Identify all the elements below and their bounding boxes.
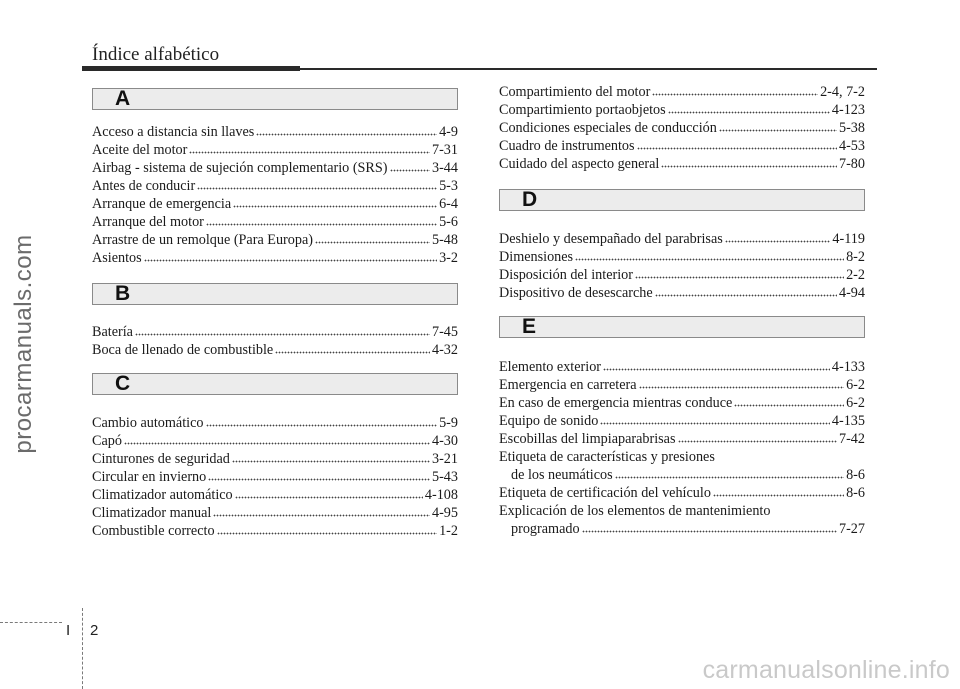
dot-leader	[734, 403, 844, 407]
section-letter-b: B	[115, 282, 131, 305]
index-entry	[92, 450, 458, 468]
index-entry	[92, 249, 458, 267]
dot-leader	[603, 367, 830, 371]
entry-text: Dimensiones	[499, 249, 574, 265]
section-header-e	[499, 316, 865, 338]
section-header-a	[92, 88, 458, 110]
index-entry	[92, 522, 458, 540]
index-entry	[499, 358, 865, 376]
entry-text: Deshielo y desempañado del parabrisas	[499, 231, 723, 247]
entry-page: 4-94	[838, 285, 865, 301]
entry-text: Disposición del interior	[499, 267, 633, 283]
index-entry	[499, 83, 865, 101]
dot-leader	[124, 441, 430, 445]
entry-line-1	[499, 502, 865, 520]
section-header-c	[92, 373, 458, 395]
entry-text: Combustible correcto	[92, 523, 215, 539]
entry-page: 4-53	[838, 138, 865, 154]
entry-text: Airbag - sistema de sujeción complementario (SRS)	[92, 160, 388, 176]
index-entry	[92, 177, 458, 195]
entry-page: 7-80	[838, 156, 865, 172]
entry-text: Compartimiento portaobjetos	[499, 102, 666, 118]
entry-page: 6-2	[846, 395, 865, 411]
entry-line-1	[499, 448, 865, 466]
entry-page: 5-6	[439, 214, 458, 230]
entry-text: Arranque del motor	[92, 214, 204, 230]
dot-leader	[615, 475, 844, 479]
entry-text: Antes de conducir	[92, 178, 196, 194]
entry-text: Cuadro de instrumentos	[499, 138, 635, 154]
dot-leader	[600, 421, 830, 425]
index-entry	[92, 486, 458, 504]
index-entry	[499, 484, 865, 502]
entry-text: Cuidado del aspecto general	[499, 156, 660, 172]
section-header-d	[499, 189, 865, 211]
dot-leader	[575, 257, 844, 261]
index-entry	[499, 248, 865, 266]
index-entry	[92, 504, 458, 522]
index-entry	[92, 414, 458, 432]
index-entry	[499, 137, 865, 155]
dot-leader	[637, 146, 837, 150]
entry-text: Elemento exterior	[499, 359, 602, 375]
section-letter-d: D	[522, 188, 538, 211]
dot-leader	[315, 240, 430, 244]
entry-page: 5-3	[439, 178, 458, 194]
index-entry	[499, 101, 865, 119]
entry-page: 7-27	[838, 521, 865, 537]
footer-section-label: I	[66, 622, 71, 639]
entry-page: 4-123	[831, 102, 865, 118]
entry-text: Cinturones de seguridad	[92, 451, 230, 467]
entry-text: Cambio automático	[92, 415, 204, 431]
index-entry	[92, 141, 458, 159]
index-entry	[92, 159, 458, 177]
section-letter-c: C	[115, 372, 131, 395]
entry-text: Etiqueta de características y presiones	[499, 449, 715, 465]
entry-text: Capó	[92, 433, 122, 449]
entry-page: 7-42	[838, 431, 865, 447]
entry-page: 2-4, 7-2	[820, 84, 865, 100]
entry-text: Escobillas del limpiaparabrisas	[499, 431, 676, 447]
section-letter-e: E	[522, 315, 537, 338]
entry-text: Batería	[92, 324, 133, 340]
index-entry	[92, 432, 458, 450]
index-entry	[499, 155, 865, 173]
entry-text: Climatizador manual	[92, 505, 212, 521]
dot-leader	[144, 258, 437, 262]
entry-page: 7-45	[431, 324, 458, 340]
dot-leader	[635, 275, 844, 279]
entry-text: Etiqueta de certificación del vehículo	[499, 485, 711, 501]
entry-page: 4-9	[439, 124, 458, 140]
entry-text: Compartimiento del motor	[499, 84, 651, 100]
dot-leader	[661, 164, 837, 168]
section-header-b	[92, 283, 458, 305]
entry-line-2	[499, 520, 865, 538]
dot-leader	[256, 132, 437, 136]
entry-text: Arranque de emergencia	[92, 196, 232, 212]
index-entry	[499, 430, 865, 448]
entry-text: Explicación de los elementos de mantenimiento	[499, 503, 771, 519]
index-entry	[92, 195, 458, 213]
dot-leader	[208, 477, 430, 481]
dot-leader	[719, 128, 837, 132]
dot-leader	[275, 350, 430, 354]
entry-page: 5-48	[431, 232, 458, 248]
entry-page: 5-43	[431, 469, 458, 485]
dot-leader	[197, 186, 437, 190]
footer-crop-mark-horizontal	[0, 622, 62, 623]
index-entry	[92, 123, 458, 141]
entry-page: 6-2	[846, 377, 865, 393]
footer-page-number: 2	[90, 622, 99, 639]
dot-leader	[206, 423, 438, 427]
dot-leader	[639, 385, 845, 389]
index-entry	[499, 412, 865, 430]
dot-leader	[652, 92, 818, 96]
header-rule	[82, 66, 877, 70]
index-entry	[92, 213, 458, 231]
dot-leader	[582, 529, 837, 533]
dot-leader	[189, 150, 430, 154]
entry-page: 4-119	[832, 231, 865, 247]
entry-text: Acceso a distancia sin llaves	[92, 124, 255, 140]
entry-page: 5-9	[439, 415, 458, 431]
entry-page: 5-38	[838, 120, 865, 136]
entry-text: Boca de llenado de combustible	[92, 342, 274, 358]
dot-leader	[713, 493, 844, 497]
dot-leader	[725, 239, 831, 243]
index-entry	[499, 284, 865, 302]
entry-page: 3-2	[439, 250, 458, 266]
index-entry	[92, 468, 458, 486]
index-entry	[92, 341, 458, 359]
index-entry	[499, 376, 865, 394]
index-entry	[499, 230, 865, 248]
bottom-watermark: carmanualsonline.info	[702, 656, 950, 684]
dot-leader	[213, 513, 430, 517]
entry-page: 7-31	[431, 142, 458, 158]
entry-page: 4-108	[424, 487, 458, 503]
entry-text-continued: programado	[511, 521, 580, 537]
entry-page: 4-133	[831, 359, 865, 375]
entry-page: 3-44	[431, 160, 458, 176]
entry-page: 2-2	[846, 267, 865, 283]
index-entry	[499, 266, 865, 284]
entry-page: 4-32	[431, 342, 458, 358]
index-entry-multiline	[499, 502, 865, 538]
entry-page: 4-95	[431, 505, 458, 521]
entry-page: 8-6	[846, 485, 865, 501]
entry-page: 4-30	[431, 433, 458, 449]
section-letter-a: A	[115, 87, 131, 110]
entry-text: Condiciones especiales de conducción	[499, 120, 717, 136]
index-entry	[499, 394, 865, 412]
index-entry	[499, 119, 865, 137]
entry-page: 8-2	[846, 249, 865, 265]
side-watermark: procarmanuals.com	[10, 234, 37, 454]
entry-line-2	[499, 466, 865, 484]
entry-text-continued: de los neumáticos	[511, 467, 613, 483]
entry-page: 6-4	[439, 196, 458, 212]
dot-leader	[217, 531, 438, 535]
dot-leader	[390, 168, 430, 172]
entry-page: 4-135	[831, 413, 865, 429]
index-entry	[92, 323, 458, 341]
index-entry	[92, 231, 458, 249]
page-title: Índice alfabético	[92, 44, 220, 65]
header-rule-thin	[300, 68, 877, 70]
footer-crop-mark-vertical	[82, 608, 83, 689]
dot-leader	[232, 459, 430, 463]
entry-text: Dispositivo de desescarche	[499, 285, 653, 301]
dot-leader	[655, 293, 837, 297]
entry-text: Equipo de sonido	[499, 413, 599, 429]
dot-leader	[233, 204, 437, 208]
dot-leader	[206, 222, 437, 226]
dot-leader	[668, 110, 830, 114]
entry-text: Circular en invierno	[92, 469, 207, 485]
entry-text: Aceite del motor	[92, 142, 188, 158]
entry-page: 3-21	[431, 451, 458, 467]
entry-text: Climatizador automático	[92, 487, 233, 503]
dot-leader	[135, 332, 430, 336]
entry-text: Arrastre de un remolque (Para Europa)	[92, 232, 313, 248]
entry-text: Asientos	[92, 250, 142, 266]
entry-page: 8-6	[846, 467, 865, 483]
entry-page: 1-2	[439, 523, 458, 539]
header-rule-thick	[82, 66, 300, 71]
dot-leader	[678, 439, 837, 443]
dot-leader	[235, 495, 423, 499]
index-entry-multiline	[499, 448, 865, 484]
entry-text: Emergencia en carretera	[499, 377, 637, 393]
entry-text: En caso de emergencia mientras conduce	[499, 395, 733, 411]
